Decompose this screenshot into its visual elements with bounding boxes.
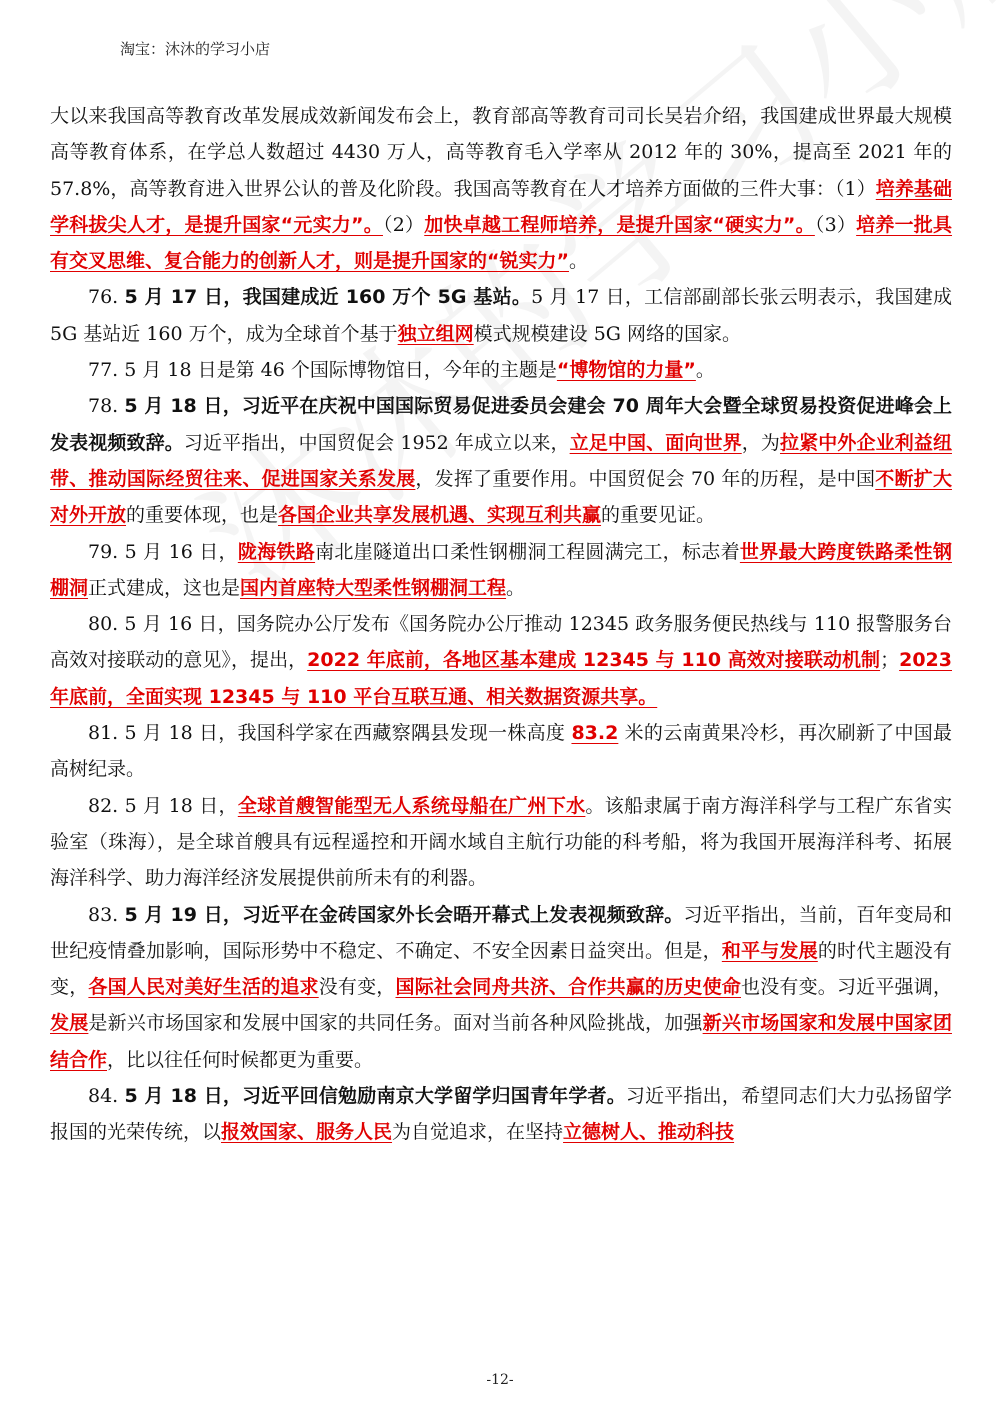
highlighted-key-point: 全球首艘智能型无人系统母船在广州下水 — [237, 794, 586, 817]
highlighted-key-point: 拉紧中外企业利益纽带、推动国际经贸往来、促进国家关系发展 — [50, 431, 952, 490]
highlighted-key-point: 世界最大跨度铁路柔性钢棚洞 — [50, 540, 952, 599]
text-segment: 大以来我国高等教育改革发展成效新闻发布会上，教育部高等教育司司长吴岩介绍，我国建成世界最大规模高等教育体系，在学总人数超过 4430 万人，高等教育毛入学率从 2012 年的 30%，提高至 2021 年的 57.8%，高等教育进入世界公认的普及化阶段。我国高等教育在人才培养方面做的三件大事：（1） — [50, 105, 952, 200]
highlighted-key-point: 国内首座特大型柔性钢棚洞工程 — [240, 576, 507, 599]
highlighted-key-point: “博物馆的力量” — [556, 359, 696, 382]
highlighted-key-point: 培养基础学科拔尖人才，是提升国家“元实力”。 — [50, 177, 952, 236]
highlighted-key-point: 培养一批具有交叉思维、复合能力的创新人才，则是提升国家的“锐实力” — [50, 213, 953, 273]
text-segment: 南北崖隧道出口柔性钢棚洞工程圆满完工，标志着 — [315, 540, 740, 563]
paragraph-p81 — [50, 715, 952, 788]
text-segment: ，发挥了重要作用。中国贸促会 70 年的历程，是中国 — [415, 467, 876, 490]
text-segment: 。 — [506, 576, 526, 599]
bold-headline: 5 月 17 日，我国建成近 160 万个 5G 基站。 — [124, 286, 532, 309]
text-segment: 。 — [695, 359, 715, 382]
highlighted-key-point: 各国人民对美好生活的追求 — [88, 976, 319, 999]
body-text — [50, 98, 952, 1151]
text-segment: 为自觉追求，在坚持 — [392, 1121, 564, 1144]
paragraph-p82 — [50, 788, 952, 897]
text-segment: （2） — [382, 213, 425, 236]
text-segment: 的时代主题没有变， — [50, 939, 952, 999]
bold-headline: 5 月 18 日，习近平在庆祝中国国际贸易促进委员会建会 70 周年大会暨全球贸易投资促进峰会上发表视频致辞。 — [50, 395, 952, 454]
highlighted-key-point: 立德树人、推动科技 — [563, 1121, 735, 1144]
paragraph-p79 — [50, 534, 952, 607]
text-segment: 的重要见证。 — [601, 504, 716, 527]
highlighted-key-point: 新兴市场国家和发展中国家团结合作 — [50, 1012, 952, 1071]
text-segment: 没有变， — [318, 976, 396, 999]
text-segment: 是新兴市场国家和发展中国家的共同任务。面对当前各种风险挑战，加强 — [88, 1012, 703, 1035]
highlighted-key-point: 发展 — [50, 1012, 89, 1035]
bold-headline: 5 月 18 日，习近平回信勉励南京大学留学归国青年学者。 — [124, 1085, 626, 1108]
text-segment: 80. 5 月 16 日，国务院办公厅发布《国务院办公厅推动 12345 政务服务便民热线与 110 报警服务台高效对接联动的意见》，提出， — [50, 613, 952, 672]
text-segment: 79. 5 月 16 日， — [88, 540, 238, 563]
text-segment: 78. — [88, 395, 125, 418]
highlighted-key-point: 83.2 — [571, 722, 619, 745]
paragraph-p84 — [50, 1078, 952, 1151]
text-segment: 84. — [88, 1085, 125, 1108]
paragraph-p83 — [50, 897, 952, 1078]
text-segment: 正式建成，这也是 — [88, 576, 241, 599]
text-segment: 81. 5 月 18 日，我国科学家在西藏察隅县发现一株高度 — [88, 722, 572, 745]
highlighted-key-point: 和平与发展 — [721, 939, 818, 962]
paragraph-p75 — [50, 98, 952, 279]
highlighted-key-point: 不断扩大对外开放 — [50, 467, 952, 527]
highlighted-key-point: 独立组网 — [397, 322, 474, 345]
text-segment: 习近平指出，中国贸促会 1952 年成立以来， — [183, 431, 570, 454]
text-segment: 5 月 17 日，工信部副部长张云明表示，我国建成 5G 基站近 160 万个，成为全球首个基于 — [50, 286, 952, 345]
text-segment: 。该船隶属于南方海洋科学与工程广东省实验室（珠海），是全球首艘具有远程遥控和开阔水域自主航行功能的科考船，将为我国开展海洋科考、拓展海洋科学、助力海洋经济发展提供前所未有的利器。 — [50, 794, 952, 890]
highlighted-key-point: 国际社会同舟共济、合作共赢的历史使命 — [395, 976, 741, 999]
paragraph-p80 — [50, 606, 952, 715]
page-header: 淘宝：沐沐的学习小店 — [120, 40, 271, 58]
text-segment: ，比以往任何时候都更为重要。 — [107, 1048, 374, 1071]
text-segment: 。 — [568, 250, 588, 273]
text-segment: ，为 — [741, 431, 780, 454]
text-segment: 76. — [88, 286, 125, 309]
text-segment: 也没有变。习近平强调， — [741, 976, 952, 999]
highlighted-key-point: 加快卓越工程师培养，是提升国家“硬实力”。 — [424, 213, 815, 236]
text-segment: 习近平指出，希望同志们大力弘扬留学报国的光荣传统，以 — [50, 1085, 952, 1144]
highlighted-key-point: 陇海铁路 — [237, 540, 316, 563]
highlighted-key-point: 各国企业共享发展机遇、实现互利共赢 — [278, 504, 602, 527]
paragraph-p78 — [50, 388, 952, 533]
highlighted-key-point: 2023 年底前，全面实现 12345 与 110 平台互联互通、相关数据资源共享。 — [50, 649, 952, 708]
highlighted-key-point: 报效国家、服务人民 — [221, 1121, 393, 1144]
paragraph-p76 — [50, 279, 952, 352]
text-segment: 83. — [88, 903, 125, 926]
paragraph-p77 — [50, 352, 952, 388]
text-segment: 77. 5 月 18 日是第 46 个国际博物馆日，今年的主题是 — [88, 359, 557, 382]
text-segment: 82. 5 月 18 日， — [88, 794, 238, 817]
highlighted-key-point: 立足中国、面向世界 — [569, 431, 742, 454]
page-number: -12- — [486, 1372, 514, 1388]
text-segment: 的重要体现，也是 — [126, 504, 279, 527]
text-segment: （3） — [814, 213, 857, 236]
text-segment: ； — [880, 649, 900, 672]
bold-headline: 5 月 19 日，习近平在金砖国家外长会晤开幕式上发表视频致辞。 — [124, 903, 684, 926]
text-segment: 米的云南黄果冷杉，再次刷新了中国最高树纪录。 — [50, 722, 952, 781]
highlighted-key-point: 2022 年底前，各地区基本建成 12345 与 110 高效对接联动机制 — [307, 649, 881, 672]
text-segment: 习近平指出，当前，百年变局和世纪疫情叠加影响，国际形势中不稳定、不确定、不安全因素日益突出。但是， — [50, 903, 952, 962]
text-segment: 模式规模建设 5G 网络的国家。 — [473, 322, 742, 345]
